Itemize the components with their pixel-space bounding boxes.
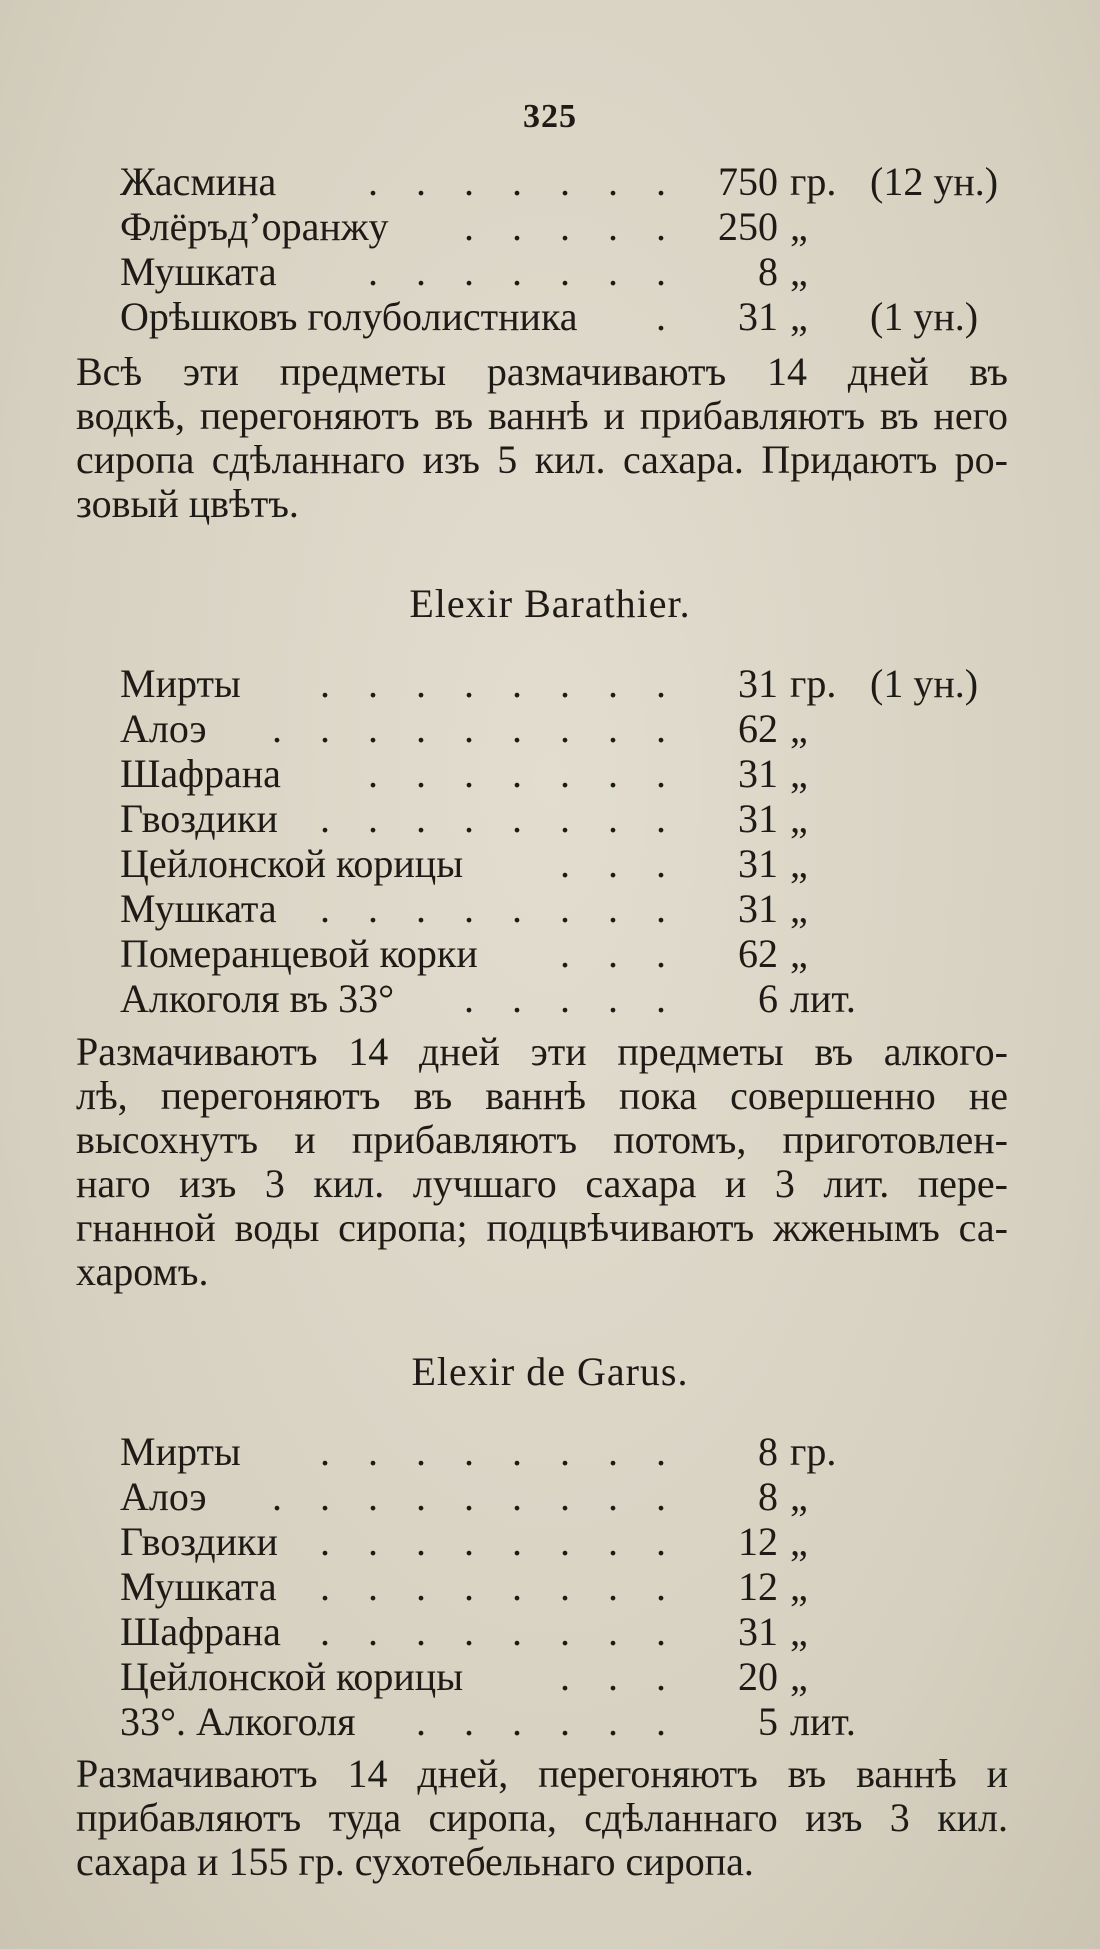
ingredient-name: Алоэ <box>120 1474 207 1519</box>
ingredient-row <box>0 1700 1100 1744</box>
ingredient-unit: гр. <box>790 661 837 706</box>
leader-dots: . . . . . . . . <box>320 1519 680 1564</box>
leader-dots: . . . . . . . . <box>320 886 680 931</box>
ingredient-amount: 31 <box>738 886 778 931</box>
leader-dots: . . . . . . . <box>368 159 680 204</box>
ingredient-amount: 62 <box>738 706 778 751</box>
ingredient-amount: 750 <box>718 159 778 204</box>
ingredient-unit: „ <box>790 294 808 339</box>
ingredient-name: 33°. Алкоголя <box>120 1699 356 1744</box>
ingredient-unit: „ <box>790 249 808 294</box>
ingredient-amount: 8 <box>758 1429 778 1474</box>
ingredient-row <box>0 977 1100 1021</box>
ingredient-name: Мушката <box>120 249 277 294</box>
ingredient-unit: „ <box>790 931 808 976</box>
ingredient-amount: 12 <box>738 1564 778 1609</box>
ingredient-unit: „ <box>790 1519 808 1564</box>
text-line: Всѣ эти предметы размачиваютъ 14 дней въ <box>76 349 1008 394</box>
ingredient-unit: „ <box>790 706 808 751</box>
ingredient-note: (1 ун.) <box>870 661 979 706</box>
text-line: наго изъ 3 кил. лучшаго сахара и 3 лит. пере- <box>76 1161 1008 1206</box>
ingredient-name: Жасмина <box>120 159 277 204</box>
ingredient-unit: „ <box>790 796 808 841</box>
ingredient-unit: „ <box>790 886 808 931</box>
ingredient-name: Алкоголя въ 33° <box>120 976 395 1021</box>
text-line: Размачиваютъ 14 дней, перегоняютъ въ ваннѣ и <box>76 1751 1008 1796</box>
leader-dots: . . . . . . . . <box>320 796 680 841</box>
text-line: зовый цвѣтъ. <box>76 481 299 526</box>
ingredient-unit: гр. <box>790 1429 837 1474</box>
ingredient-row <box>0 752 1100 796</box>
ingredient-unit: лит. <box>790 1699 856 1744</box>
leader-dots: . . . . . . . . <box>320 1429 680 1474</box>
ingredient-row <box>0 1430 1100 1474</box>
ingredient-unit: „ <box>790 841 808 886</box>
ingredient-name: Мирты <box>120 661 241 706</box>
recipe-heading-barathier: Elexir Barathier. <box>409 581 691 626</box>
ingredient-row <box>0 662 1100 706</box>
leader-dots: . . . . . . . . <box>320 661 680 706</box>
ingredient-amount: 250 <box>718 204 778 249</box>
ingredient-amount: 6 <box>758 976 778 1021</box>
text-line: прибавляютъ туда сиропа, сдѣланнаго изъ 3 кил. <box>76 1795 1008 1840</box>
ingredient-row <box>0 160 1100 204</box>
ingredient-row <box>0 707 1100 751</box>
ingredient-amount: 31 <box>738 841 778 886</box>
ingredient-name: Цейлонской корицы <box>120 841 464 886</box>
recipe-heading-garus: Elexir de Garus. <box>411 1349 689 1394</box>
leader-dots: . . . <box>560 931 680 976</box>
ingredient-unit: „ <box>790 1474 808 1519</box>
ingredient-row <box>0 887 1100 931</box>
leader-dots: . . . . . . . <box>368 751 680 796</box>
leader-dots: . . . . . . . . <box>320 1609 680 1654</box>
text-line: лѣ, перегоняютъ въ ваннѣ пока совершенно не <box>76 1073 1008 1118</box>
ingredient-row <box>0 797 1100 841</box>
ingredient-unit: гр. <box>790 159 837 204</box>
leader-dots: . . . . . . <box>416 1699 680 1744</box>
ingredient-amount: 62 <box>738 931 778 976</box>
ingredient-row <box>0 1475 1100 1519</box>
ingredient-note: (1 ун.) <box>870 294 979 339</box>
ingredient-amount: 31 <box>738 796 778 841</box>
ingredient-row <box>0 205 1100 249</box>
text-line: водкѣ, перегоняютъ въ ваннѣ и прибавляютъ въ него <box>76 393 1008 438</box>
ingredient-unit: лит. <box>790 976 856 1021</box>
ingredient-row <box>0 1655 1100 1699</box>
ingredient-unit: „ <box>790 1609 808 1654</box>
ingredient-name: Гвоздики <box>120 796 278 841</box>
ingredient-unit: „ <box>790 204 808 249</box>
ingredient-name: Шафрана <box>120 1609 281 1654</box>
text-line: высохнутъ и прибавляютъ потомъ, приготовлен- <box>76 1117 1008 1162</box>
ingredient-name: Померанцевой корки <box>120 931 478 976</box>
ingredient-amount: 8 <box>758 1474 778 1519</box>
ingredient-name: Алоэ <box>120 706 207 751</box>
text-line: гнанной воды сиропа; подцвѣчиваютъ жженымъ са- <box>76 1205 1008 1250</box>
ingredient-amount: 31 <box>738 661 778 706</box>
ingredient-amount: 5 <box>758 1699 778 1744</box>
page-number: 325 <box>523 98 577 135</box>
ingredient-unit: „ <box>790 751 808 796</box>
ingredient-name: Мирты <box>120 1429 241 1474</box>
ingredient-name: Флёръд’оранжу <box>120 204 389 249</box>
instructions-paragraph-3 <box>76 1752 1008 1884</box>
ingredient-amount: 20 <box>738 1654 778 1699</box>
leader-dots: . . . . . . . . . <box>272 706 680 751</box>
instructions-paragraph-2 <box>76 1030 1008 1294</box>
ingredient-name: Гвоздики <box>120 1519 278 1564</box>
instructions-paragraph-1 <box>76 350 1008 526</box>
leader-dots: . . . <box>560 1654 680 1699</box>
ingredient-name: Мушката <box>120 886 277 931</box>
ingredient-amount: 31 <box>738 294 778 339</box>
ingredient-amount: 12 <box>738 1519 778 1564</box>
leader-dots: . . . . . . . <box>368 249 680 294</box>
leader-dots: . . . . . . . . <box>320 1564 680 1609</box>
ingredient-amount: 8 <box>758 249 778 294</box>
text-line: харомъ. <box>76 1249 209 1294</box>
ingredient-name: Мушката <box>120 1564 277 1609</box>
leader-dots: . . . . . <box>464 976 680 1021</box>
ingredient-name: Орѣшковъ голуболистника <box>120 294 578 339</box>
ingredient-name: Шафрана <box>120 751 281 796</box>
ingredient-row <box>0 1520 1100 1564</box>
ingredient-unit: „ <box>790 1564 808 1609</box>
leader-dots: . . . . . . . . . <box>272 1474 680 1519</box>
leader-dots: . . . <box>560 841 680 886</box>
leader-dots: . . . . . <box>464 204 680 249</box>
ingredient-note: (12 ун.) <box>870 159 999 204</box>
text-line: сиропа сдѣланнаго изъ 5 кил. сахара. Придаютъ ро- <box>76 437 1008 482</box>
ingredient-row <box>0 1610 1100 1654</box>
text-line: сахара и 155 гр. сухотебельнаго сиропа. <box>76 1839 754 1884</box>
leader-dots: . <box>656 294 680 339</box>
text-line: Размачиваютъ 14 дней эти предметы въ алкого- <box>76 1029 1008 1074</box>
ingredient-amount: 31 <box>738 1609 778 1654</box>
ingredient-row <box>0 250 1100 294</box>
ingredient-row <box>0 1565 1100 1609</box>
ingredient-row <box>0 932 1100 976</box>
ingredient-name: Цейлонской корицы <box>120 1654 464 1699</box>
ingredient-unit: „ <box>790 1654 808 1699</box>
ingredient-amount: 31 <box>738 751 778 796</box>
ingredient-row <box>0 295 1100 339</box>
ingredient-row <box>0 842 1100 886</box>
